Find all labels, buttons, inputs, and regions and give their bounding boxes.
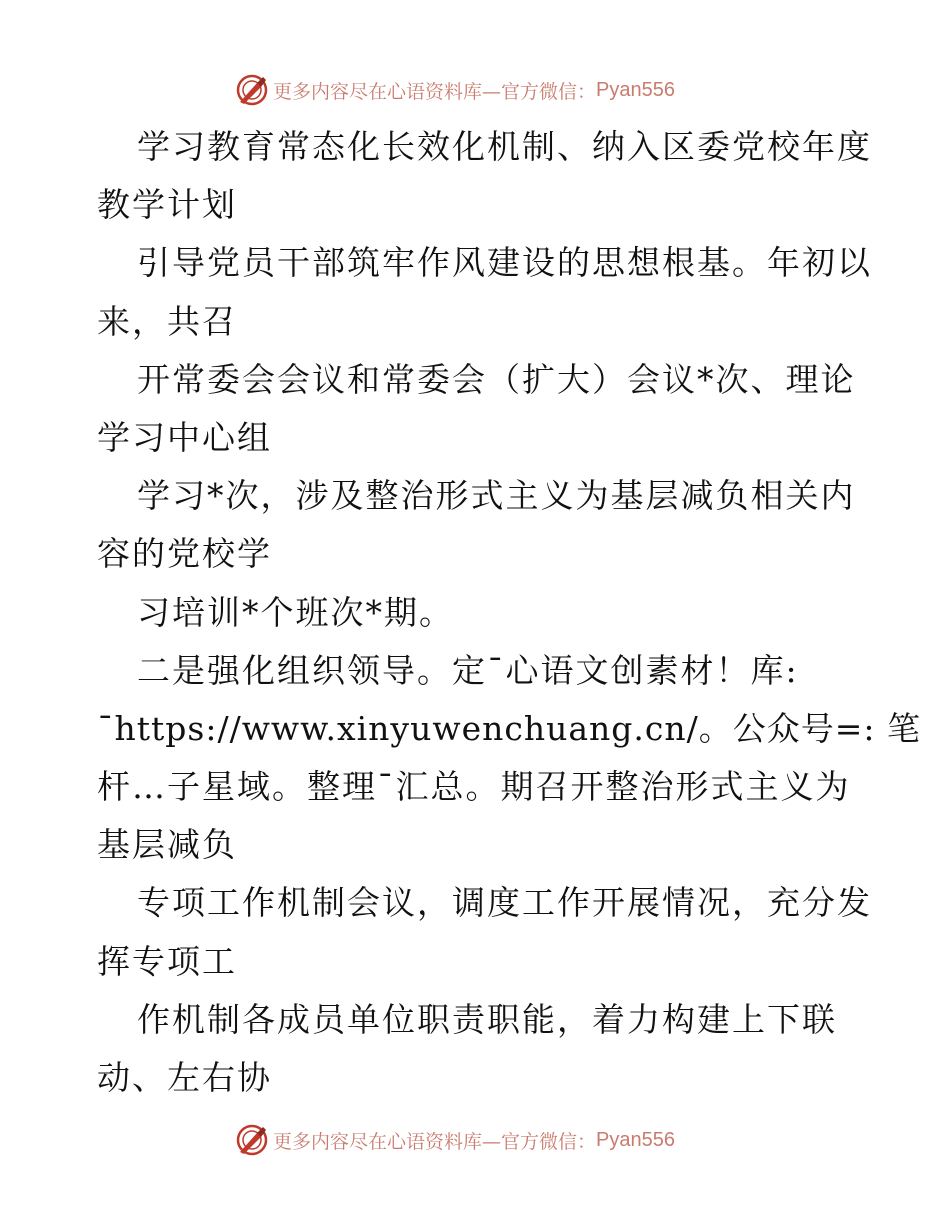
- text-line: 容的党校学: [97, 534, 272, 574]
- text-line: 来，共召: [97, 301, 237, 341]
- watermark-text: 更多内容尽在心语资料库—官方微信：: [273, 80, 597, 103]
- document-body: [97, 118, 921, 1107]
- text-line: 动、左右协: [97, 1058, 272, 1097]
- text-line: 学习*次，涉及整治形式主义为基层减负相关内: [137, 476, 856, 516]
- watermark-wechat-id: Pyan556: [596, 78, 675, 101]
- text-line: 开常委会会议和常委会（扩大）会议*次、理论: [137, 359, 856, 399]
- text-line: 作机制各成员单位职责职能，着力构建上下联: [137, 999, 837, 1039]
- text-line: 基层减负: [97, 825, 237, 865]
- watermark-wechat-id: Pyan556: [596, 1128, 675, 1151]
- pen-logo-icon: [235, 73, 269, 107]
- text-line: ¯https://www.xinyuwenchuang.cn/。公众号=: 笔: [97, 708, 921, 748]
- header-watermark: [235, 72, 675, 108]
- footer-watermark: [235, 1122, 675, 1158]
- text-line: 挥专项工: [97, 941, 237, 981]
- text-line: 引导党员干部筑牢作风建设的思想根基。年初以: [137, 243, 872, 283]
- text-line: 二是强化组织领导。定¯心语文创素材！库:: [137, 650, 799, 690]
- text-line: 学习中心组: [97, 417, 272, 457]
- text-line: 杆…子星域。整理¯汇总。期召开整治形式主义为: [97, 767, 851, 807]
- watermark-text: 更多内容尽在心语资料库—官方微信：: [273, 1130, 597, 1153]
- text-line: 教学计划: [97, 185, 237, 225]
- text-line: 习培训*个班次*期。: [137, 592, 454, 632]
- text-line: 学习教育常态化长效化机制、纳入区委党校年度: [137, 127, 872, 166]
- text-line: 专项工作机制会议，调度工作开展情况，充分发: [137, 883, 872, 923]
- pen-logo-icon: [235, 1123, 269, 1157]
